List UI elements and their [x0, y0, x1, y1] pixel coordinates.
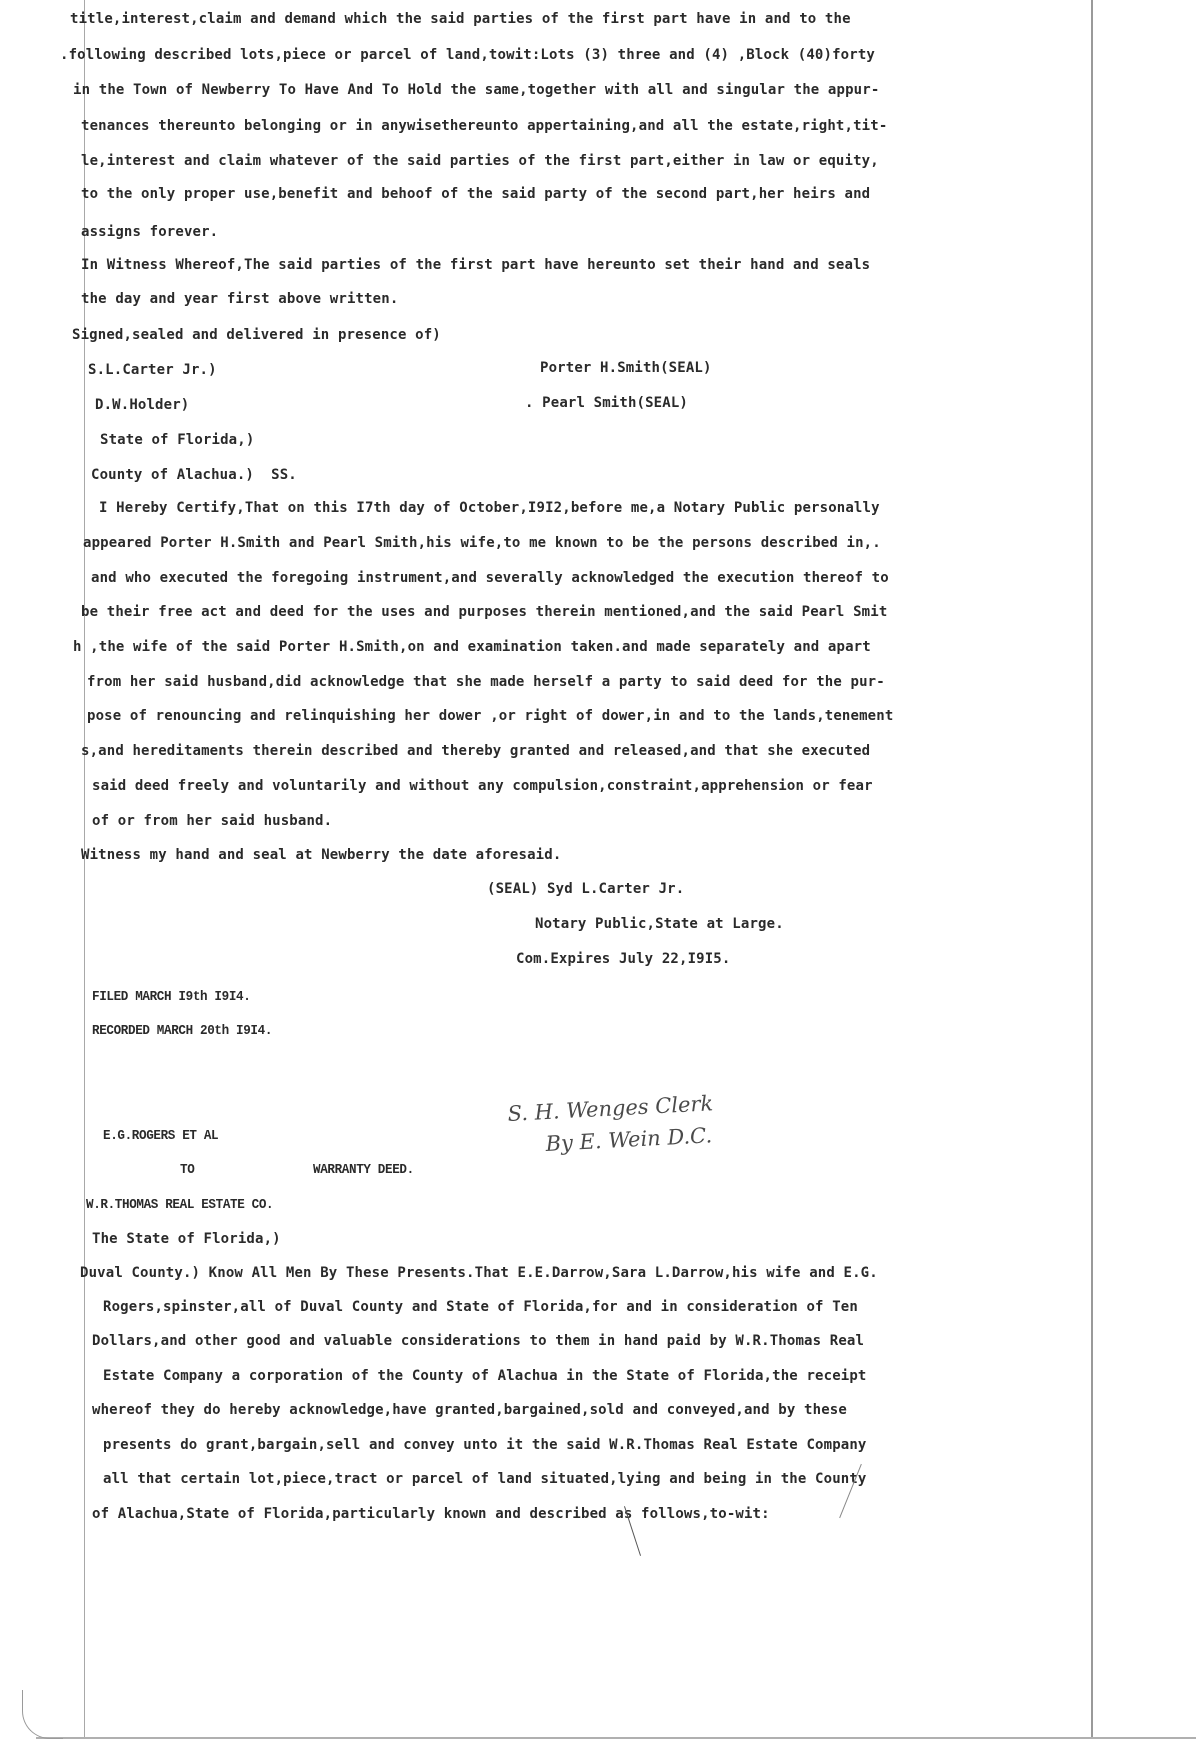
witness-name: S.L.Carter Jr.)	[88, 362, 217, 378]
notary-commission-expiry: Com.Expires July 22,I9I5.	[516, 951, 731, 967]
deed-body-line: .following described lots,piece or parcel of land,towit:Lots (3) three and (4) ,Block (40)forty	[60, 47, 875, 63]
venue-state: State of Florida,)	[100, 432, 255, 448]
certificate-line: s,and hereditaments therein described and thereby granted and released,and that she executed	[81, 743, 871, 759]
deed-body-line: assigns forever.	[81, 224, 219, 240]
second-deed-body-line: presents do grant,bargain,sell and convey unto it the said W.R.Thomas Real Estate Company	[103, 1437, 867, 1453]
certificate-line: of or from her said husband.	[92, 813, 333, 829]
deed-body-line: to the only proper use,benefit and behoof of the said party of the second part,her heirs and	[81, 186, 871, 202]
certificate-line: from her said husband,did acknowledge that she made herself a party to said deed for the pur-	[87, 674, 885, 690]
witness-name: D.W.Holder)	[95, 397, 190, 413]
certificate-line: and who executed the foregoing instrument,and severally acknowledged the execution thereof to	[91, 570, 889, 586]
recorded-date: RECORDED MARCH 20th I9I4.	[92, 1023, 273, 1039]
deed-body-line: In Witness Whereof,The said parties of the first part have hereunto set their hand and seals	[81, 257, 871, 273]
clerk-signature-graphic	[500, 1091, 800, 1163]
page-bottom-edge	[36, 1737, 1196, 1739]
witness-hand-seal-line: Witness my hand and seal at Newberry the date aforesaid.	[81, 847, 562, 863]
second-deed-body-line: Dollars,and other good and valuable considerations to them in hand paid by W.R.Thomas Real	[92, 1333, 865, 1349]
clerk-signature-line-2: By E. Wein D.C.	[545, 1123, 713, 1156]
certificate-line: be their free act and deed for the uses and purposes therein mentioned,and the said Pearl Smit	[81, 604, 888, 620]
venue-county: County of Alachua.) SS.	[91, 467, 297, 483]
second-deed-type: WARRANTY DEED.	[313, 1162, 414, 1178]
deed-body-line: title,interest,claim and demand which the said parties of the first part have in and to the	[70, 11, 851, 27]
grantor-signature: . Pearl Smith(SEAL)	[525, 395, 688, 411]
notary-title: Notary Public,State at Large.	[535, 916, 784, 932]
deed-body-line: tenances thereunto belonging or in anywisethereunto appertaining,and all the estate,right,tit-	[81, 118, 888, 134]
certificate-line: h ,the wife of the said Porter H.Smith,on and examination taken.and made separately and apart	[73, 639, 871, 655]
deed-body-line: le,interest and claim whatever of the said parties of the first part,either in law or equity,	[81, 153, 879, 169]
certificate-line: appeared Porter H.Smith and Pearl Smith,his wife,to me known to be the persons described in,.	[83, 535, 881, 551]
second-deed-grantee: W.R.THOMAS REAL ESTATE CO.	[86, 1197, 274, 1213]
clerk-handwritten-signature	[500, 1091, 800, 1163]
filed-date: FILED MARCH I9th I9I4.	[92, 989, 251, 1005]
deed-body-line: the day and year first above written.	[81, 291, 399, 307]
second-deed-venue-state: The State of Florida,)	[92, 1231, 281, 1247]
second-deed-to: TO	[180, 1162, 195, 1178]
certificate-line: pose of renouncing and relinquishing her dower ,or right of dower,in and to the lands,tenement	[87, 708, 894, 724]
second-deed-body-line: Estate Company a corporation of the County of Alachua in the State of Florida,the receipt	[103, 1368, 867, 1384]
second-deed-body-line: of Alachua,State of Florida,particularly known and described as follows,to-wit:	[92, 1506, 770, 1522]
second-deed-body-line: whereof they do hereby acknowledge,have granted,bargained,sold and conveyed,and by these	[92, 1402, 847, 1418]
notary-name: (SEAL) Syd L.Carter Jr.	[487, 881, 685, 897]
signed-sealed-line: Signed,sealed and delivered in presence of)	[72, 327, 441, 343]
certificate-line: said deed freely and voluntarily and without any compulsion,constraint,apprehension or fear	[92, 778, 873, 794]
grantor-signature: Porter H.Smith(SEAL)	[540, 360, 712, 376]
page-right-edge	[1091, 0, 1093, 1738]
clerk-signature-line-1: S. H. Wenges Clerk	[507, 1091, 714, 1126]
page-corner-curl	[22, 1690, 63, 1739]
certificate-line: I Hereby Certify,That on this I7th day of October,I9I2,before me,a Notary Public personally	[99, 500, 880, 516]
second-deed-grantor: E.G.ROGERS ET AL	[103, 1128, 219, 1144]
second-deed-body-line: Rogers,spinster,all of Duval County and State of Florida,for and in consideration of Ten	[103, 1299, 858, 1315]
second-deed-body-line: Duval County.) Know All Men By These Presents.That E.E.Darrow,Sara L.Darrow,his wife and E.G.	[80, 1265, 878, 1281]
second-deed-body-line: all that certain lot,piece,tract or parcel of land situated,lying and being in the County	[103, 1471, 867, 1487]
deed-body-line: in the Town of Newberry To Have And To Hold the same,together with all and singular the appur-	[73, 82, 880, 98]
